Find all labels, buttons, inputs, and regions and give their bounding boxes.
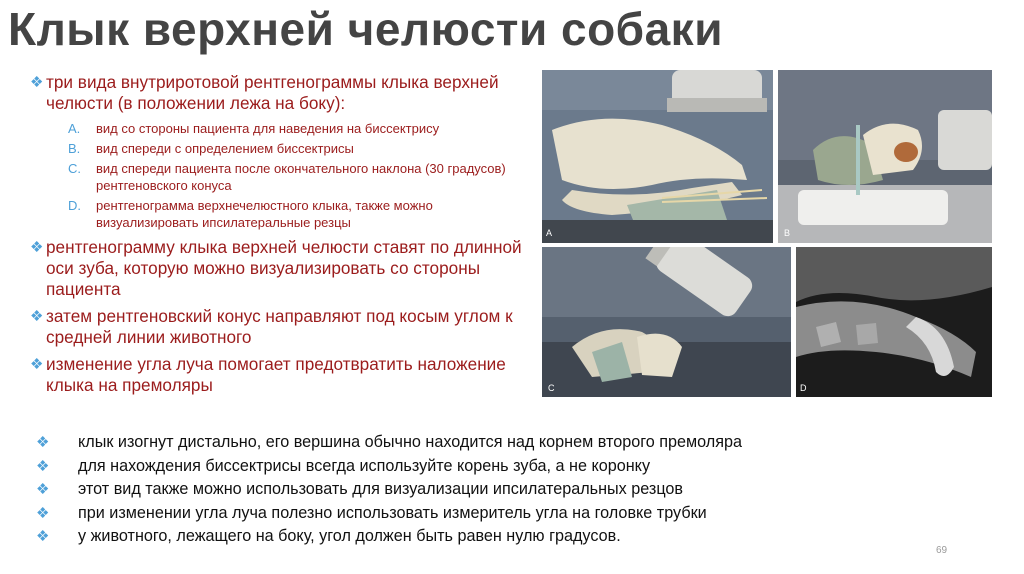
diamond-bullet-icon: ❖ xyxy=(30,239,44,256)
item-letter: D. xyxy=(68,198,81,213)
photo-d-radiograph xyxy=(796,247,992,397)
item-letter: C. xyxy=(68,161,81,176)
photo-label: C xyxy=(548,383,555,393)
sublist-item-c xyxy=(30,160,535,194)
bottom-bullet xyxy=(36,455,936,479)
item-text: рентгенограмма верхнечелюстного клыка, также можно визуализировать ипсилатеральные резцы xyxy=(96,198,433,230)
slide-title: Клык верхней челюсти собаки xyxy=(8,3,723,55)
bullet-text: изменение угла луча помогает предотвратить наложение клыка на премоляры xyxy=(46,354,506,395)
photo-b-frontal-view xyxy=(778,70,992,243)
item-letter: B. xyxy=(68,141,81,156)
item-text: вид спереди пациента после окончательного наклона (30 градусов) рентгеновского конуса xyxy=(96,161,506,193)
bullet-cone-angle xyxy=(30,306,535,348)
photo-c-angled-cone xyxy=(542,247,791,397)
bullet-text: затем рентгеновский конус направляют под косым углом к средней линии животного xyxy=(46,306,513,347)
bullet-text: клык изогнут дистально, его вершина обычно находится над корнем второго премоляра xyxy=(78,433,743,451)
page-number: 69 xyxy=(936,545,948,556)
item-text: вид спереди с определением биссектрисы xyxy=(96,141,354,156)
left-bullet-column xyxy=(30,72,535,402)
photo-a-lateral-skull xyxy=(542,70,773,243)
diamond-bullet-icon: ❖ xyxy=(36,457,50,475)
photo-label: A xyxy=(546,228,553,238)
diamond-bullet-icon: ❖ xyxy=(30,356,44,373)
bullet-text: этот вид также можно использовать для визуализации ипсилатеральных резцов xyxy=(78,480,684,498)
sublist-item-d xyxy=(30,197,535,231)
diamond-bullet-icon: ❖ xyxy=(30,74,44,91)
photo-label: B xyxy=(784,228,791,238)
bullet-text: рентгенограмму клыка верхней челюсти ставят по длинной оси зуба, которую можно визуализировать со стороны пациента xyxy=(46,237,522,299)
diamond-bullet-icon: ❖ xyxy=(36,504,50,522)
bottom-bullet xyxy=(36,431,936,455)
item-letter: A. xyxy=(68,121,81,136)
bullet-text: для нахождения биссектрисы всегда используйте корень зуба, а не коронку xyxy=(78,456,651,475)
photo-label: D xyxy=(800,383,807,393)
diamond-bullet-icon: ❖ xyxy=(30,308,44,325)
bullet-text: при изменении угла луча полезно использовать измеритель угла на головке трубки xyxy=(78,503,707,522)
views-sublist xyxy=(30,120,535,231)
bottom-bullet-list xyxy=(36,431,936,549)
bottom-bullet xyxy=(36,525,936,549)
diamond-bullet-icon: ❖ xyxy=(36,481,50,498)
sublist-item-a xyxy=(30,120,535,137)
bullet-text: у животного, лежащего на боку, угол должен быть равен нулю градусов. xyxy=(78,527,621,545)
diamond-bullet-icon: ❖ xyxy=(36,528,50,545)
bottom-bullet xyxy=(36,502,936,526)
bullet-beam-angle xyxy=(30,354,535,396)
sublist-item-b xyxy=(30,140,535,157)
diamond-bullet-icon: ❖ xyxy=(36,434,50,451)
bullet-long-axis xyxy=(30,237,535,300)
bottom-bullet xyxy=(36,478,936,502)
item-text: вид со стороны пациента для наведения на биссектрису xyxy=(96,121,440,136)
bullet-text: три вида внутриротовой рентгенограммы клыка верхней челюсти (в положении лежа на боку): xyxy=(46,72,499,113)
bullet-views xyxy=(30,72,535,114)
